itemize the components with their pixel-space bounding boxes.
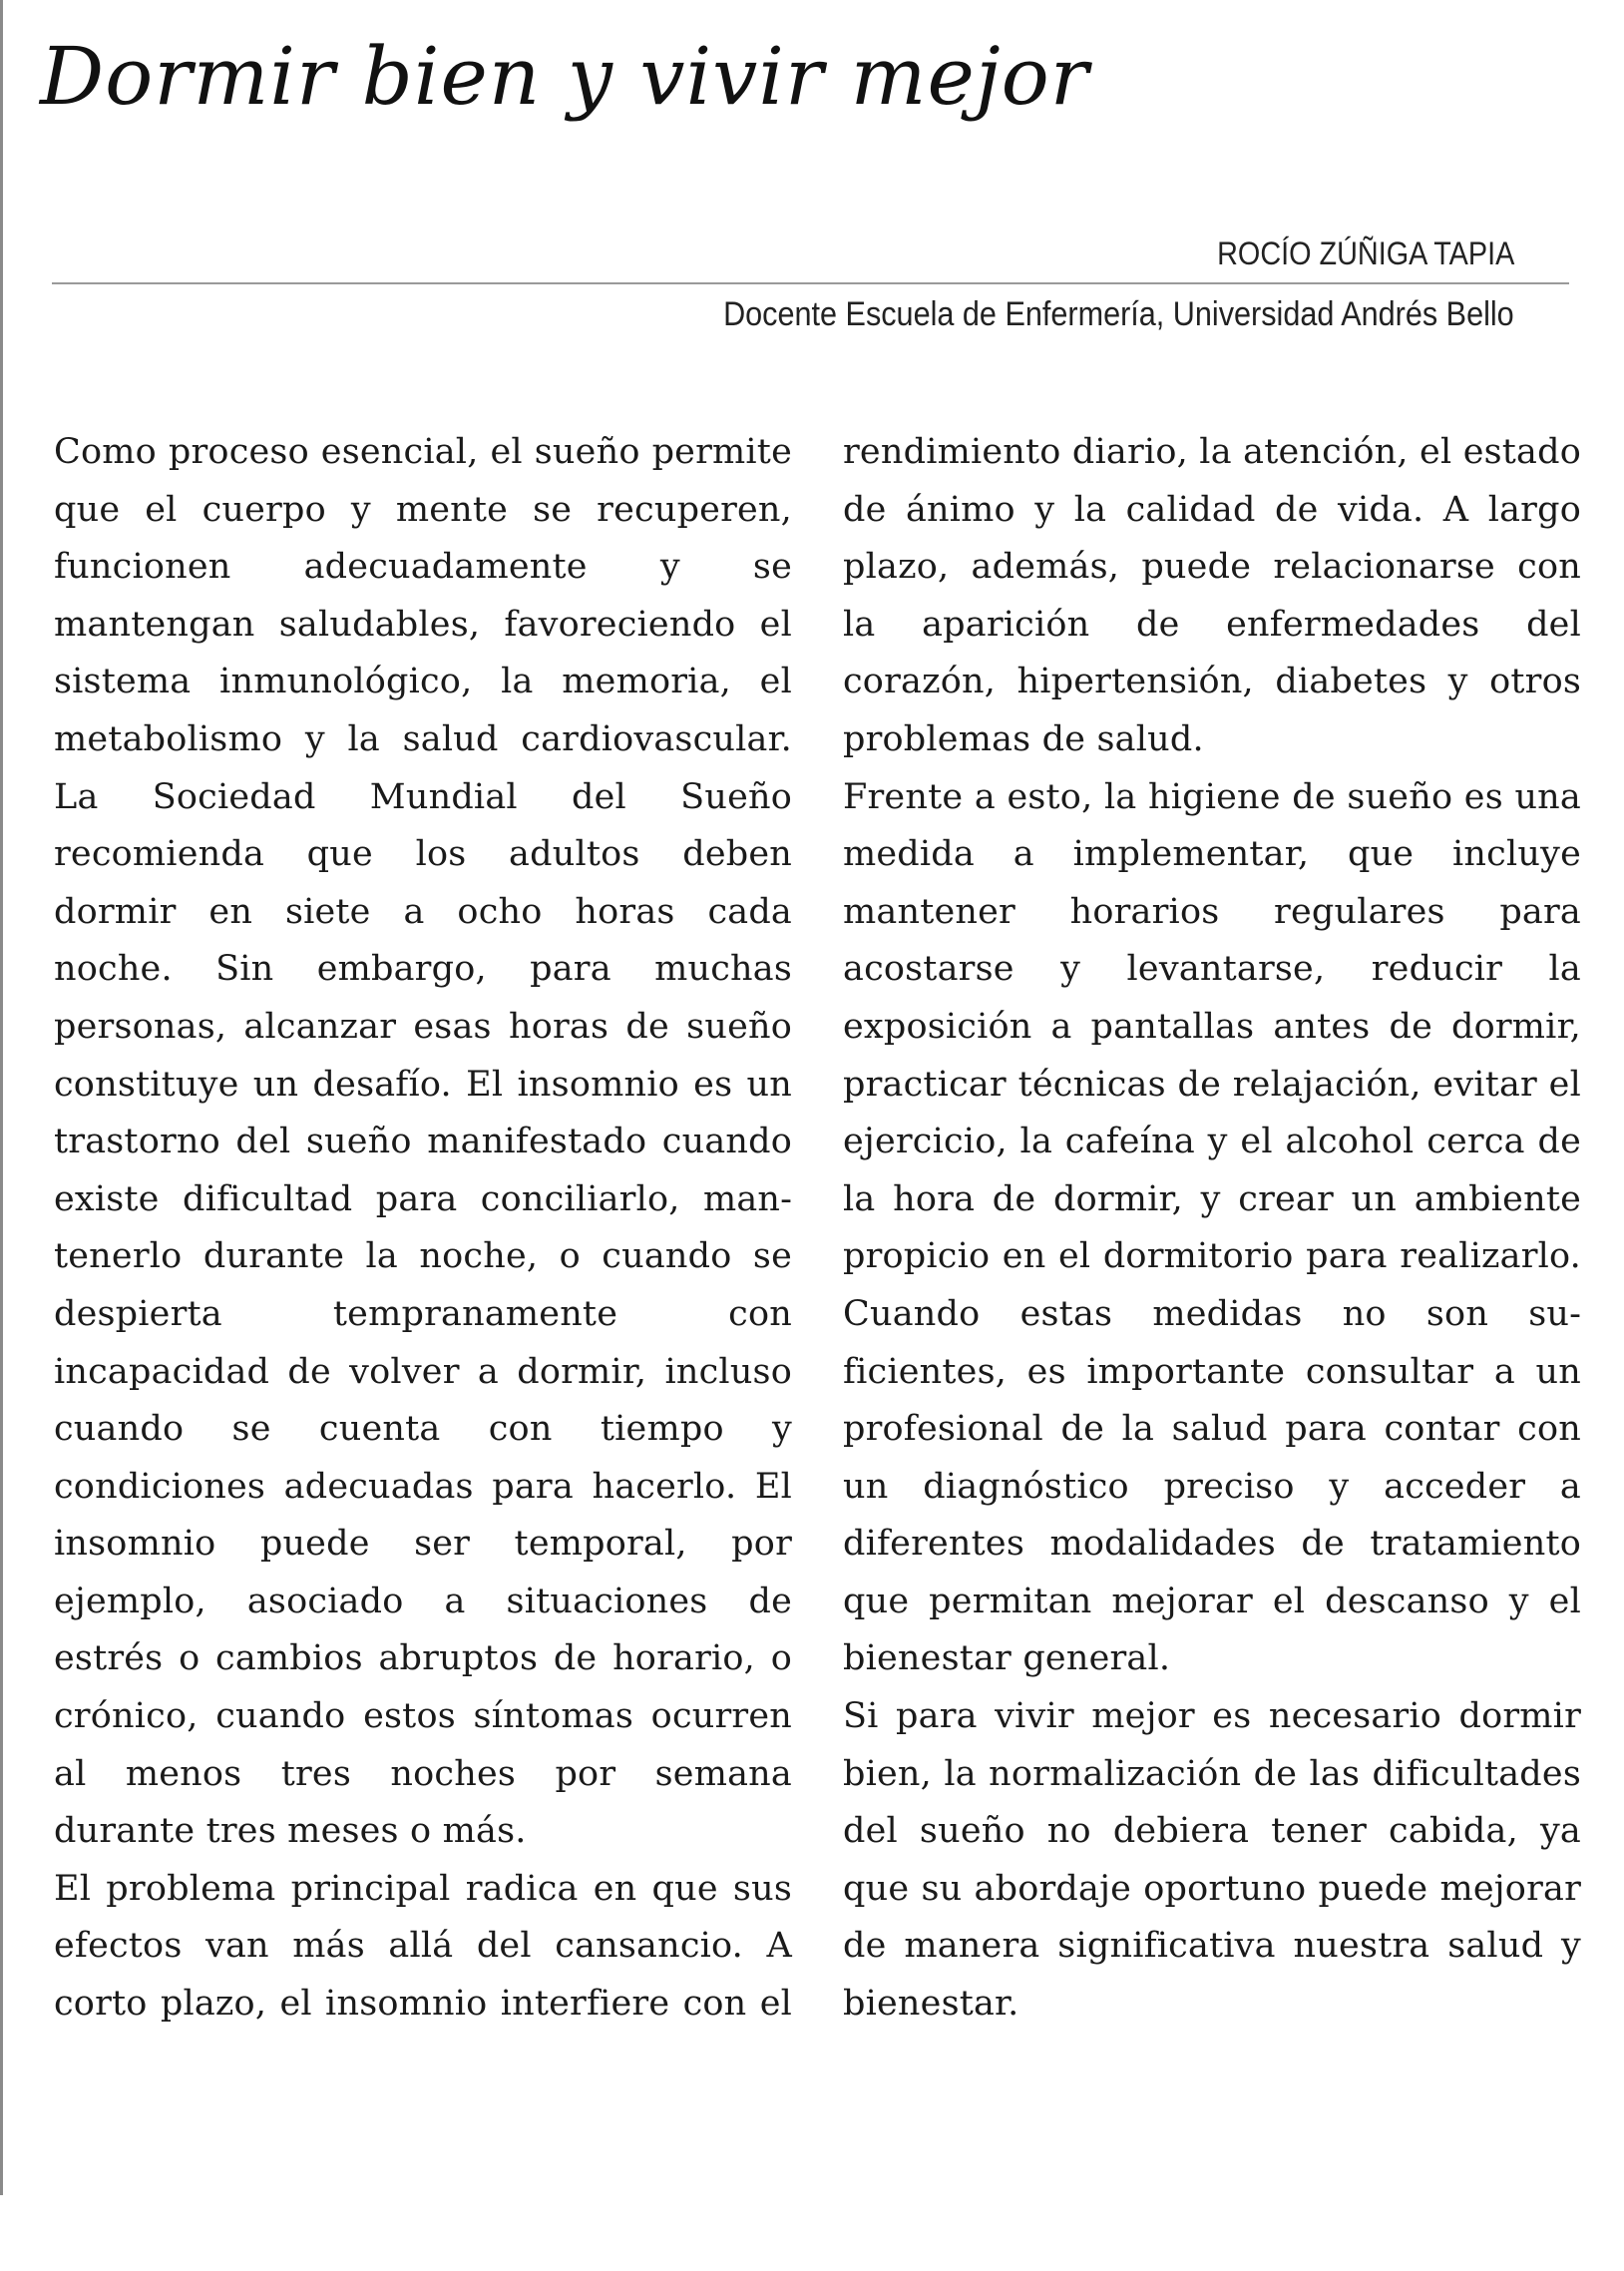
- article-title: Dormir bien y vivir mejor: [40, 30, 1090, 123]
- body-paragraph-3: Frente a esto, la higiene de sueño es una medida a implementar, que incluye mantener horarios regulares para acostarse y levantarse, reducir la exposición a pantallas antes de dormir, practicar técnicas de relajación, evitar el ejercicio, la cafeína y el alcohol cerca de la hora de dormir, y crear un ambiente propicio en el dormitorio para realizarlo. Cuando estas medidas no son suficientes, es importante consultar a un profesional de la salud para contar con un diagnóstico preciso y acceder a diferentes modalidades de tratamiento que permitan mejorar el descanso y el bienestar general.: [843, 776, 1581, 1679]
- body-paragraph-1: Como proceso esencial, el sueño permite que el cuerpo y mente se recuperen, funcionen adecuadamente y se mantengan saludables, favoreciendo el sistema inmunológico, la memoria, el metabolismo y la salud cardiovascular. La Sociedad Mundial del Sueño recomienda que los adultos deben dormir en siete a ocho horas cada noche. Sin embargo, para muchas personas, alcanzar esas horas de sueño constituye un desafío. El insomnio es un trastorno del sueño manifestado cuando existe dificultad para conciliarlo, mantenerlo durante la noche, o cuando se despierta tempranamente con incapacidad de volver a dormir, incluso cuando se cuenta con tiempo y condiciones adecuadas para hacerlo. El insomnio puede ser temporal, por ejemplo, asociado a situaciones de estrés o cambios abruptos de horario, o crónico, cuando estos síntomas ocurren al menos tres noches por semana durante tres meses o más.: [54, 432, 792, 1852]
- article-column-left: [54, 424, 792, 2034]
- body-paragraph-2: El problema principal radica en que sus efectos van más allá del cansancio. A corto plazo, el insomnio interfiere con el: [54, 1868, 792, 2025]
- body-paragraph-4: Si para vivir mejor es necesario dormir bien, la normalización de las dificultades del sueño no debiera tener cabida, ya que su abordaje oportuno puede mejorar de manera significativa nuestra salud y bienestar.: [843, 1696, 1581, 2025]
- author-role: Docente Escuela de Enfermería, Universidad Andrés Bello: [723, 295, 1514, 333]
- byline-divider: [52, 282, 1569, 284]
- author-name: ROCÍO ZÚÑIGA TAPIA: [1216, 235, 1514, 271]
- article-column-right: [843, 424, 1581, 2034]
- body-paragraph-2-continued: rendimiento diario, la atención, el estado de ánimo y la calidad de vida. A largo plazo, además, puede relacionarse con la aparición de enfermedades del corazón, hipertensión, diabetes y otros problemas de salud.: [843, 432, 1581, 759]
- page-edge-rule: [0, 0, 3, 2195]
